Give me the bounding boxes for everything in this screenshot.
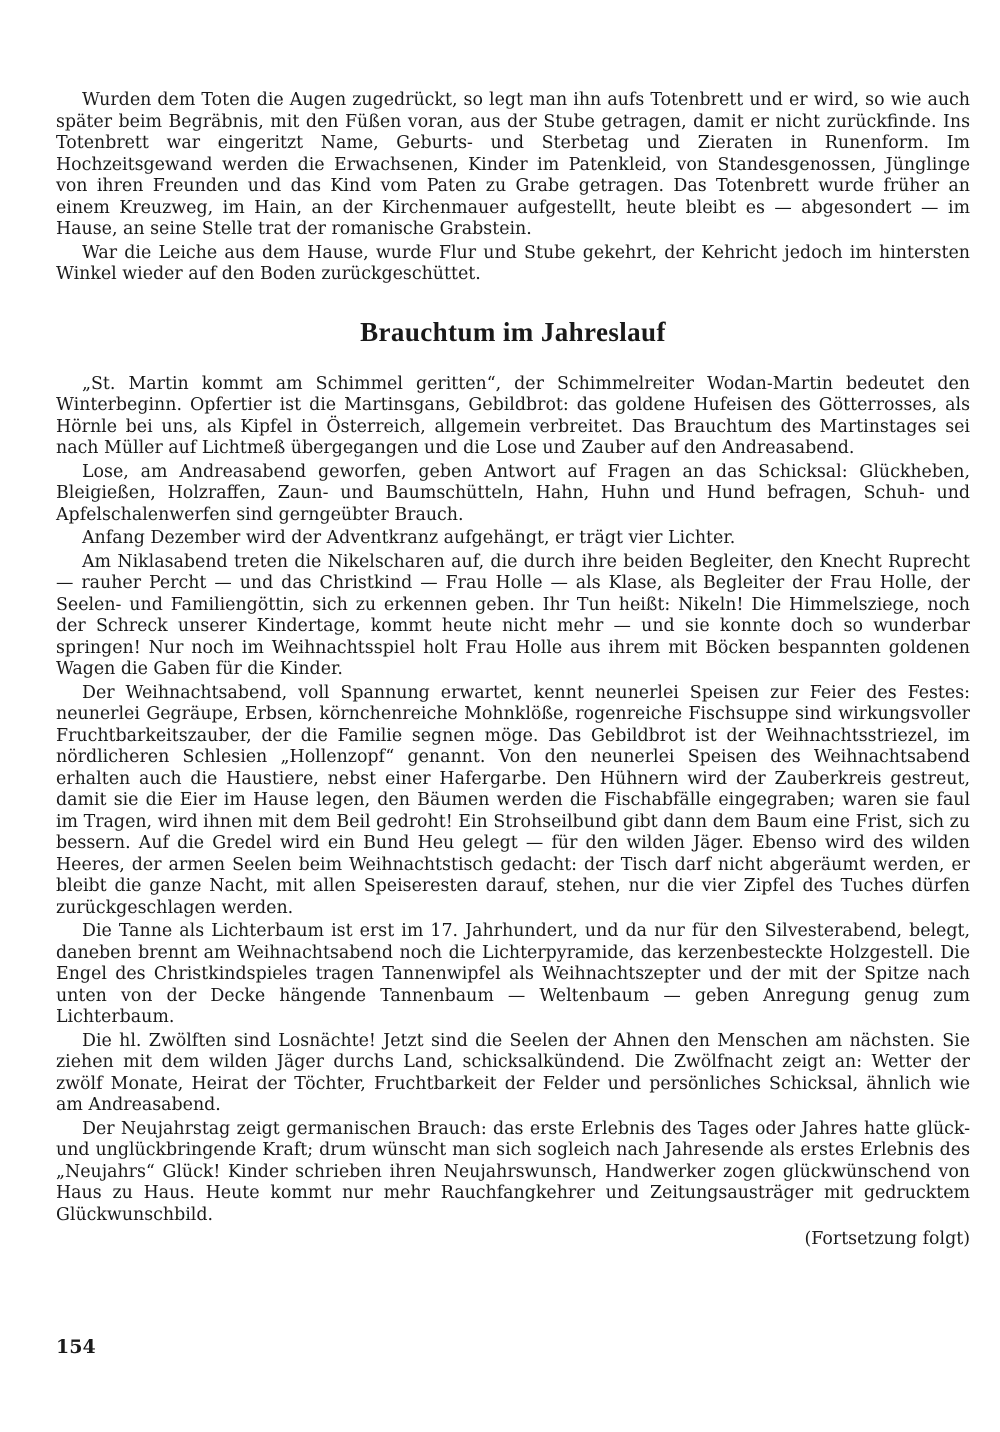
page-number: 154 — [56, 1336, 96, 1358]
section-paragraph-1: „St. Martin kommt am Schimmel geritten“, der Schimmelreiter Wodan-Martin bedeutet den Winterbeginn. Opfertier ist die Martinsgans, Gebildbrot: das goldene Hufeisen des Götterrosses, als Hörnle bei uns, als Kipfel in Österreich, allgemein verbreitet. Das Brauchtum des Martinstages sei nach Müller auf Lichtmeß übergegangen und die Lose und Zauber auf den Andreasabend. — [56, 373, 970, 458]
section-paragraph-5: Der Weihnachtsabend, voll Spannung erwartet, kennt neunerlei Speisen zur Feier des Festes: neunerlei Gegräupe, Erbsen, körnchenreiche Mohnklöße, rogenreiche Fischsuppe sind wirkungsvoller Fruchtbarkeitszauber, der die Familie segnen möge. Das Gebildbrot ist der Weihnachtsstriezel, im nördlicheren Schlesien „Hollenzopf“ genannt. Von den neunerlei Speisen des Weihnachtsabend erhalten auch die Haustiere, nebst einer Hafergarbe. Den Hühnern wird der Zauberkreis gestreut, damit sie die Eier im Hause legen, den Bäumen werden die Fischabfälle eingegraben; waren sie faul im Tragen, wird ihnen mit dem Beil gedroht! Ein Strohseilbund gibt dann dem Baum eine Frist, sich zu bessern. Auf die Gredel wird ein Bund Heu gelegt — für den wilden Jäger. Ebenso wird des wilden Heeres, der armen Seelen beim Weihnachtstisch gedacht: der Tisch darf nicht abgeräumt werden, er bleibt die ganze Nacht, mit allen Speiseresten darauf, stehen, nur die vier Zipfel des Tuches dürfen zurückgeschlagen werden. — [56, 682, 970, 918]
section-paragraph-4: Am Niklasabend treten die Nikelscharen auf, die durch ihre beiden Begleiter, den Knecht Ruprecht — rauher Percht — und das Christkind — Frau Holle — als Klase, als Begleiter der Frau Holle, der Seelen- und Familiengöttin, sich zu erkennen geben. Ihr Tun heißt: Nikeln! Die Himmelsziege, noch der Schreck unserer Kindertage, kommt heute nicht mehr — und sie konnte doch so wunderbar springen! Nur noch im Weihnachtsspiel holt Frau Holle aus ihrem mit Böcken bespannten goldenen Wagen die Gaben für die Kinder. — [56, 551, 970, 679]
section-paragraph-8: Der Neujahrstag zeigt germanischen Brauch: das erste Erlebnis des Tages oder Jahres hatte glück- und unglückbringende Kraft; drum wünscht man sich sogleich nach Jahresende als erstes Erlebnis des „Neujahrs“ Glück! Kinder schrieben ihren Neujahrswunsch, Handwerker zogen glückwünschend von Haus zu Haus. Heute kommt nur mehr Rauchfangkehrer und Zeitungsausträger mit gedrucktem Glückwunschbild. — [56, 1118, 970, 1225]
intro-paragraph-2: War die Leiche aus dem Hause, wurde Flur und Stube gekehrt, der Kehricht jedoch im hintersten Winkel wieder auf den Boden zurückgeschüttet. — [56, 242, 970, 284]
section-paragraph-6: Die Tanne als Lichterbaum ist erst im 17. Jahrhundert, und da nur für den Silvesterabend, belegt, daneben brennt am Weihnachtsabend noch die Lichterpyramide, das kerzenbesteckte Holzgestell. Die Engel des Christkindspieles tragen Tannenwipfel als Weihnachtszepter und der mit der Spitze nach unten von der Decke hängende Tannenbaum — Weltenbaum — geben Anregung genug zum Lichterbaum. — [56, 921, 970, 1027]
section-paragraph-7: Die hl. Zwölften sind Losnächte! Jetzt sind die Seelen der Ahnen den Menschen am nächsten. Sie ziehen mit dem wilden Jäger durchs Land, schicksalkündend. Die Zwölfnacht zeigt an: Wetter der zwölf Monate, Heirat der Töchter, Fruchtbarkeit der Felder und persönliches Schicksal, ähnlich wie am Andreasabend. — [56, 1030, 970, 1115]
section-title: Brauchtum im Jahreslauf — [360, 316, 666, 347]
section-paragraph-3: Anfang Dezember wird der Adventkranz aufgehängt, er trägt vier Lichter. — [82, 528, 736, 548]
section-paragraph-2: Lose, am Andreasabend geworfen, geben Antwort auf Fragen an das Schicksal: Glückheben, Bleigießen, Holzraffen, Zaun- und Baumschütteln, Hahn, Huhn und Hund befragen, Schuh- und Apfelschalenwerfen sind gerngeübter Brauch. — [56, 461, 970, 525]
intro-paragraph-1: Wurden dem Toten die Augen zugedrückt, so legt man ihn aufs Totenbrett und er wird, so wie auch später beim Begräbnis, mit den Füßen voran, aus der Stube getragen, damit er nicht zurückfinde. Ins Totenbrett war eingeritzt Name, Geburts- und Sterbetag und Zieraten in Runenform. Im Hochzeitsgewand werden die Erwachsenen, Kinder im Patenkleid, von Standesgenossen, Jünglinge von ihren Freunden und das Kind vom Paten zu Grabe getragen. Das Totenbrett wurde früher an einem Kreuzweg, im Hain, an der Kirchenmauer aufgestellt, heute bleibt es — abgesondert — im Hause, an seine Stelle trat der romanische Grabstein. — [56, 90, 970, 239]
page-body — [56, 90, 970, 1251]
continuation-note: (Fortsetzung folgt) — [804, 1229, 970, 1249]
